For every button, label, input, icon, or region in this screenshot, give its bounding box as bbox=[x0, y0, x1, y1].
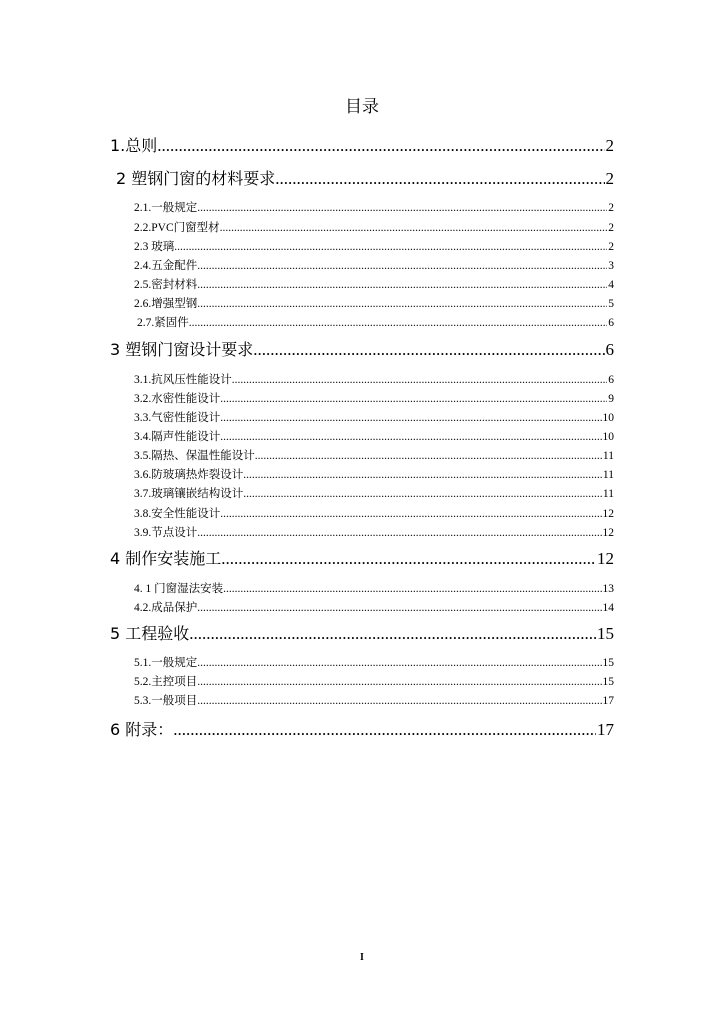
toc-dot-leader bbox=[197, 674, 601, 690]
toc-section-entry[interactable] bbox=[134, 391, 614, 407]
toc-dot-leader bbox=[197, 258, 607, 274]
toc-section-entry[interactable] bbox=[134, 655, 614, 671]
toc-chapter-entry[interactable] bbox=[110, 623, 614, 645]
toc-dot-leader bbox=[255, 448, 602, 464]
toc-section-entry[interactable] bbox=[134, 296, 614, 312]
toc-entry-page-number: 11 bbox=[602, 488, 614, 500]
toc-entry-label: 2.4.五金配件 bbox=[134, 260, 198, 272]
toc-entry-label: 3 塑钢门窗设计要求 bbox=[110, 340, 254, 359]
toc-entry-label: 5.2.主控项目 bbox=[134, 676, 198, 688]
toc-entry-page-number: 6 bbox=[608, 317, 614, 329]
toc-chapter-entry[interactable] bbox=[116, 168, 614, 190]
footer-page-number: I bbox=[360, 952, 364, 963]
toc-dot-leader bbox=[197, 693, 601, 709]
toc-entry-label: 4. 1 门窗湿法安装 bbox=[134, 583, 224, 595]
toc-dot-leader bbox=[197, 600, 601, 616]
toc-entry-label: 4 制作安装施工 bbox=[110, 549, 222, 568]
toc-section-entry[interactable] bbox=[134, 674, 614, 690]
toc-section-entry[interactable] bbox=[134, 600, 614, 616]
toc-section-entry[interactable] bbox=[134, 429, 614, 445]
toc-entry-label: 2.2.PVC门窗型材 bbox=[134, 222, 220, 234]
toc-dot-leader bbox=[174, 239, 607, 255]
toc-entry-label: 3.5.隔热、保温性能设计 bbox=[134, 450, 255, 462]
toc-entry-page-number: 4 bbox=[608, 279, 614, 291]
toc-entry-label: 2.5.密封材料 bbox=[134, 279, 198, 291]
toc-dot-leader bbox=[243, 486, 602, 502]
toc-entry-page-number: 12 bbox=[602, 527, 614, 539]
toc-section-entry[interactable] bbox=[134, 200, 614, 216]
toc-dot-leader bbox=[157, 135, 604, 157]
page-title: 目录 bbox=[345, 97, 379, 117]
toc-entry-page-number: 2 bbox=[608, 222, 614, 234]
toc-chapter-entry[interactable] bbox=[110, 135, 614, 157]
toc-entry-page-number: 2 bbox=[608, 241, 614, 253]
toc-dot-leader bbox=[275, 168, 604, 190]
toc-entry-page-number: 2 bbox=[608, 202, 614, 214]
toc-entry-page-number: 17 bbox=[597, 720, 614, 739]
toc-dot-leader bbox=[220, 410, 601, 426]
toc-entry-page-number: 9 bbox=[608, 393, 614, 405]
toc-entry-label: 4.2.成品保护 bbox=[134, 602, 198, 614]
toc-entry-label: 3.3.气密性能设计 bbox=[134, 412, 221, 424]
toc-entry-page-number: 5 bbox=[608, 298, 614, 310]
toc-entry-label: 2 塑钢门窗的材料要求 bbox=[116, 169, 276, 188]
toc-entry-page-number: 15 bbox=[602, 676, 614, 688]
toc-dot-leader bbox=[220, 220, 608, 236]
toc-dot-leader bbox=[220, 506, 601, 522]
toc-entry-page-number: 12 bbox=[597, 549, 614, 568]
toc-dot-leader bbox=[232, 372, 608, 388]
toc-section-entry[interactable] bbox=[134, 467, 614, 483]
toc-entry-label: 3.2.水密性能设计 bbox=[134, 393, 221, 405]
toc-section-entry[interactable] bbox=[134, 581, 614, 597]
toc-dot-leader bbox=[189, 315, 608, 331]
toc-section-entry[interactable] bbox=[134, 258, 614, 274]
toc-entry-label: 2.3 玻璃 bbox=[134, 241, 175, 253]
toc-entry-label: 2.1.一般规定 bbox=[134, 202, 198, 214]
toc-dot-leader bbox=[197, 525, 601, 541]
toc-section-entry[interactable] bbox=[134, 220, 614, 236]
toc-entry-page-number: 6 bbox=[605, 340, 614, 359]
toc-entry-page-number: 2 bbox=[605, 169, 614, 188]
toc-section-entry[interactable] bbox=[134, 239, 614, 255]
toc-dot-leader bbox=[197, 277, 607, 293]
toc-entry-label: 1.总则 bbox=[110, 136, 158, 155]
toc-section-entry[interactable] bbox=[134, 277, 614, 293]
toc-entry-label: 3.1.抗风压性能设计 bbox=[134, 374, 232, 386]
toc-section-entry[interactable] bbox=[134, 410, 614, 426]
toc-chapter-entry[interactable] bbox=[110, 339, 614, 361]
toc-entry-page-number: 3 bbox=[608, 260, 614, 272]
toc-entry-page-number: 10 bbox=[602, 431, 614, 443]
toc-entry-page-number: 6 bbox=[608, 374, 614, 386]
toc-dot-leader bbox=[197, 655, 601, 671]
toc-dot-leader bbox=[243, 467, 602, 483]
toc-section-entry[interactable] bbox=[134, 693, 614, 709]
toc-entry-page-number: 15 bbox=[602, 657, 614, 669]
toc-entry-page-number: 2 bbox=[605, 136, 614, 155]
toc-entry-label: 3.7.玻璃镶嵌结构设计 bbox=[134, 488, 244, 500]
toc-section-entry[interactable] bbox=[134, 372, 614, 388]
toc-dot-leader bbox=[253, 339, 604, 361]
toc-entry-label: 2.6.增强型钢 bbox=[134, 298, 198, 310]
toc-entry-label: 3.4.隔声性能设计 bbox=[134, 431, 221, 443]
toc-entry-page-number: 15 bbox=[597, 624, 614, 643]
toc-dot-leader bbox=[189, 623, 596, 645]
toc-entry-page-number: 13 bbox=[602, 583, 614, 595]
toc-section-entry[interactable] bbox=[137, 315, 614, 331]
toc-entry-label: 3.8.安全性能设计 bbox=[134, 508, 221, 520]
toc-entry-page-number: 11 bbox=[602, 469, 614, 481]
toc-entry-label: 3.9.节点设计 bbox=[134, 527, 198, 539]
toc-section-entry[interactable] bbox=[134, 448, 614, 464]
toc-chapter-entry[interactable] bbox=[110, 548, 614, 570]
toc-dot-leader bbox=[223, 581, 601, 597]
toc-section-entry[interactable] bbox=[134, 486, 614, 502]
toc-dot-leader bbox=[197, 296, 607, 312]
toc-section-entry[interactable] bbox=[134, 525, 614, 541]
toc-entry-page-number: 14 bbox=[602, 602, 614, 614]
toc-entry-label: 6 附录： bbox=[110, 720, 174, 739]
toc-entry-page-number: 12 bbox=[602, 508, 614, 520]
toc-dot-leader bbox=[173, 719, 596, 741]
toc-section-entry[interactable] bbox=[134, 506, 614, 522]
toc-entry-page-number: 11 bbox=[602, 450, 614, 462]
toc-entry-label: 3.6.防玻璃热炸裂设计 bbox=[134, 469, 244, 481]
toc-dot-leader bbox=[220, 429, 601, 445]
toc-entry-label: 5 工程验收 bbox=[110, 624, 190, 643]
toc-entry-page-number: 17 bbox=[602, 695, 614, 707]
toc-dot-leader bbox=[221, 548, 596, 570]
toc-entry-label: 2.7.紧固件 bbox=[137, 317, 189, 329]
toc-dot-leader bbox=[197, 200, 607, 216]
toc-entry-label: 5.1.一般规定 bbox=[134, 657, 198, 669]
toc-chapter-entry[interactable] bbox=[110, 719, 614, 741]
toc-entry-page-number: 10 bbox=[602, 412, 614, 424]
toc-entry-label: 5.3.一般项目 bbox=[134, 695, 198, 707]
toc-dot-leader bbox=[220, 391, 607, 407]
